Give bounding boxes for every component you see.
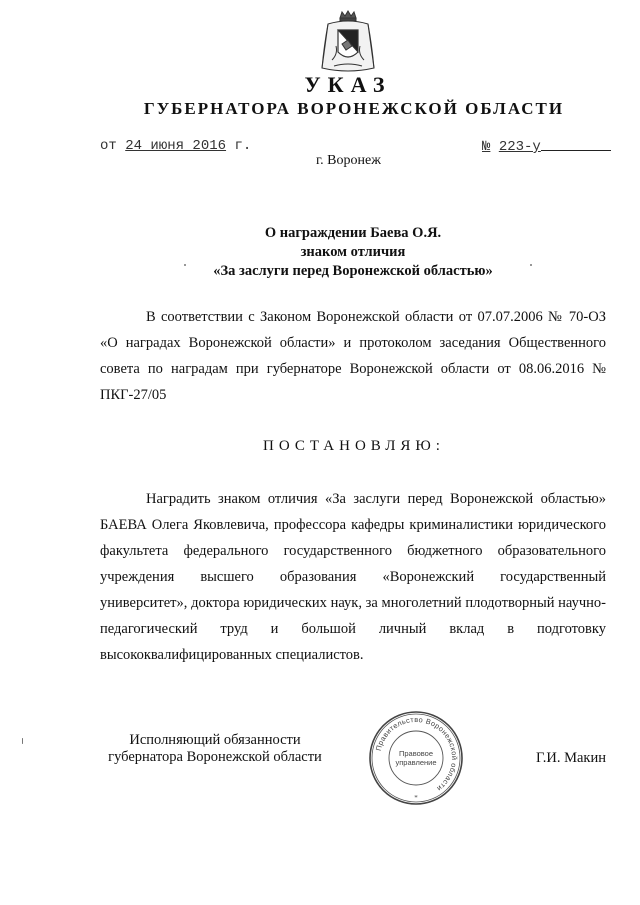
decree-number bbox=[482, 139, 611, 155]
city-name: г. Воронеж bbox=[316, 153, 381, 168]
date-suffix: г. bbox=[234, 138, 252, 154]
signer-position-line-1: Исполняющий обязанности bbox=[129, 732, 301, 748]
heading-line-3: «За заслуги перед Воронежской областью» bbox=[213, 263, 493, 279]
official-seal-stamp bbox=[366, 708, 466, 808]
scan-speck bbox=[22, 738, 23, 744]
issuer-title: ГУБЕРНАТОРА ВОРОНЕЖСКОЙ ОБЛАСТИ bbox=[143, 99, 565, 118]
heading-line-1: О награждении Баева О.Я. bbox=[264, 225, 442, 241]
seal-center-line-2: управление bbox=[395, 758, 437, 767]
signer-position-line-2: губернатора Воронежской области bbox=[108, 749, 322, 765]
date-value: 24 июня 2016 bbox=[125, 138, 227, 154]
date-prefix: от bbox=[100, 138, 117, 154]
seal-ring-text: Правительство Воронежской области bbox=[373, 714, 460, 794]
number-value: 223-у bbox=[498, 139, 541, 155]
scan-speck bbox=[530, 264, 532, 266]
preamble-paragraph: В соответствии с Законом Воронежской области от 07.07.2006 № 70-ОЗ «О наградах Воронежской области» и протоколом заседания Общественного совета по наградам при губернаторе Воронежской области от 08.06.2016 № ПКГ-27/05 bbox=[100, 309, 606, 403]
number-label: № bbox=[482, 139, 491, 155]
number-underline bbox=[541, 150, 611, 151]
decree-date bbox=[100, 138, 251, 154]
document-type-title: УКАЗ bbox=[304, 72, 392, 97]
coat-of-arms-icon bbox=[318, 10, 378, 74]
award-paragraph: Наградить знаком отличия «За заслуги перед Воронежской областью» БАЕВА Олега Яковлевича, профессора кафедры криминалистики юридического факультета федерального государственного бюджетного образовательного учреждения высшего образования «Воронежский государственный университет», доктора юридических наук, за многолетний плодотворный научно-педагогический труд и большой личный вклад в подготовку высококвалифицированных специалистов. bbox=[100, 491, 606, 663]
scan-speck bbox=[184, 264, 186, 266]
decree-heading bbox=[148, 224, 558, 281]
signer-name: Г.И. Макин bbox=[536, 750, 606, 766]
heading-line-2: знаком отличия bbox=[300, 244, 406, 260]
signer-position bbox=[100, 732, 330, 766]
decree-word: ПОСТАНОВЛЯЮ: bbox=[263, 438, 445, 454]
seal-center-line-1: Правовое bbox=[398, 749, 434, 758]
seal-star-icon: * bbox=[414, 794, 418, 802]
